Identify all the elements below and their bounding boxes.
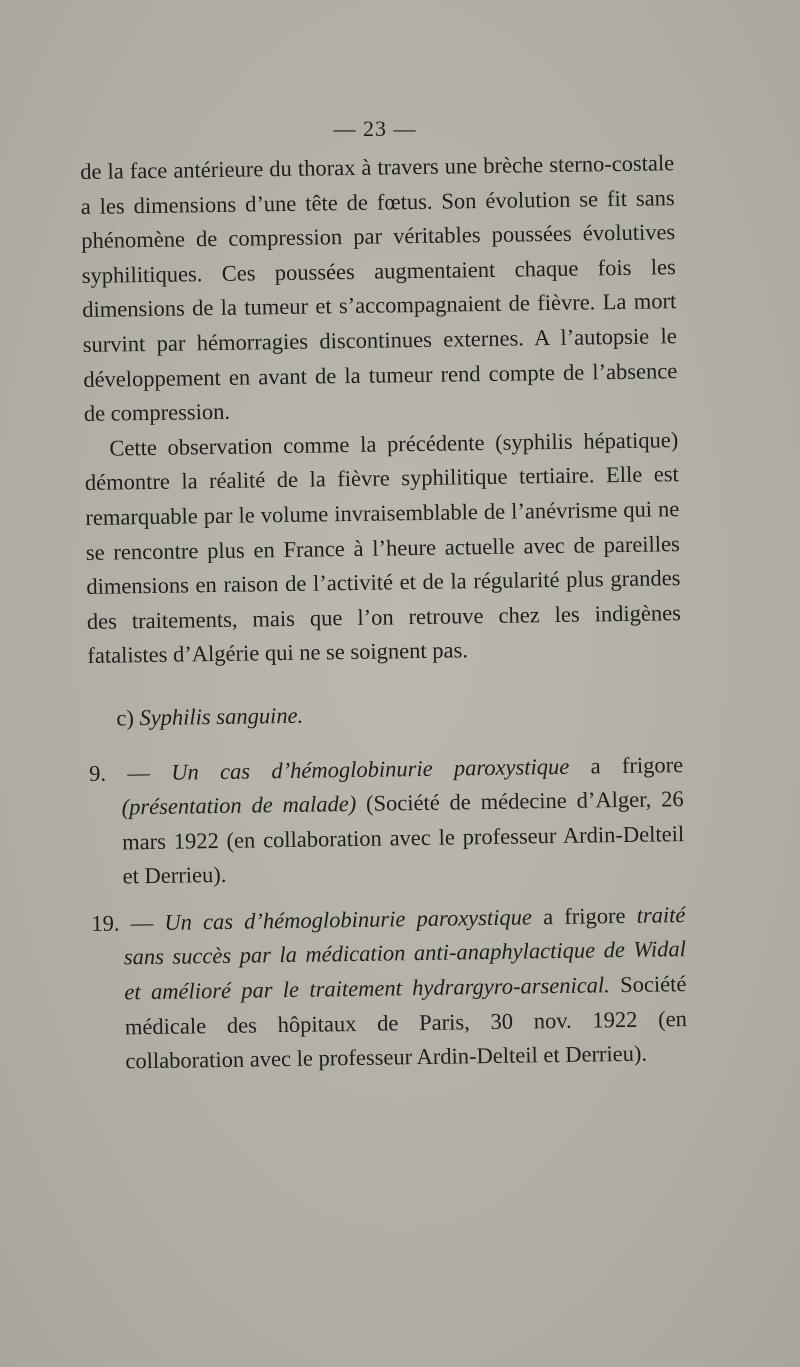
section-marker: c)	[116, 705, 135, 731]
paragraph-observation: Cette observation comme la précédente (syphilis hépatique) démontre la réalité de la fièvre syphilitique tertiaire. Elle est remarquable par le volume invraisemblable de l’anévrisme qui ne se rencontre plus en France à l’heure actuelle avec de pareilles dimensions en raison de l’activité et de la régularité plus grandes des traitements, mais que l’on retrouve chez les indigènes fatalistes d’Algérie qui ne se soignent pas.	[84, 426, 682, 669]
reference-number: 19. —	[91, 909, 154, 936]
reference-number: 9. —	[88, 759, 151, 786]
reference-title: Un cas d’hémoglobinurie paroxystique	[164, 904, 533, 935]
reference-title: Un cas d’hémoglobinurie paroxystique	[171, 753, 570, 785]
reference-mid: a frigore	[531, 902, 637, 930]
reference-subtitle: traité sans succès par la médication anti-anaphylactique de Widal et amélioré par le traitement hydrargyro-arsenical.	[123, 901, 687, 1005]
reference-item	[91, 898, 688, 1080]
reference-item	[89, 748, 685, 895]
body-text	[80, 146, 688, 1080]
section-heading	[116, 693, 682, 736]
paragraph-continuation: de la face antérieure du thorax à travers une brèche sterno-costale a les dimensions d’une tête de fœtus. Son évolution se fit sans phénomène de compression par véritables poussées évolutives syphilitiques. Ces poussées augmentaient chaque fois les dimensions de la tumeur et s’accompagnaient de fièvre. La mort survint par hémorragies discontinues externes. A l’autopsie le développement en avant de la tumeur rend compte de l’absence de compression.	[80, 150, 678, 427]
section-title: Syphilis sanguine.	[139, 702, 304, 731]
reference-mid: a frigore	[569, 751, 684, 779]
page-number: — 23 —	[333, 116, 417, 141]
reference-subtitle: (présentation de malade)	[121, 791, 357, 820]
reference-details: Société médicale des hôpitaux de Paris, 30 nov. 1922 (en collaboration avec le professeur Ardin-Delteil et Derrieu).	[124, 971, 688, 1074]
reference-details: (Société de médecine d’Alger, 26 mars 1922 (en collaboration avec le professeur Ardin-Delteil et Derrieu).	[122, 786, 685, 889]
